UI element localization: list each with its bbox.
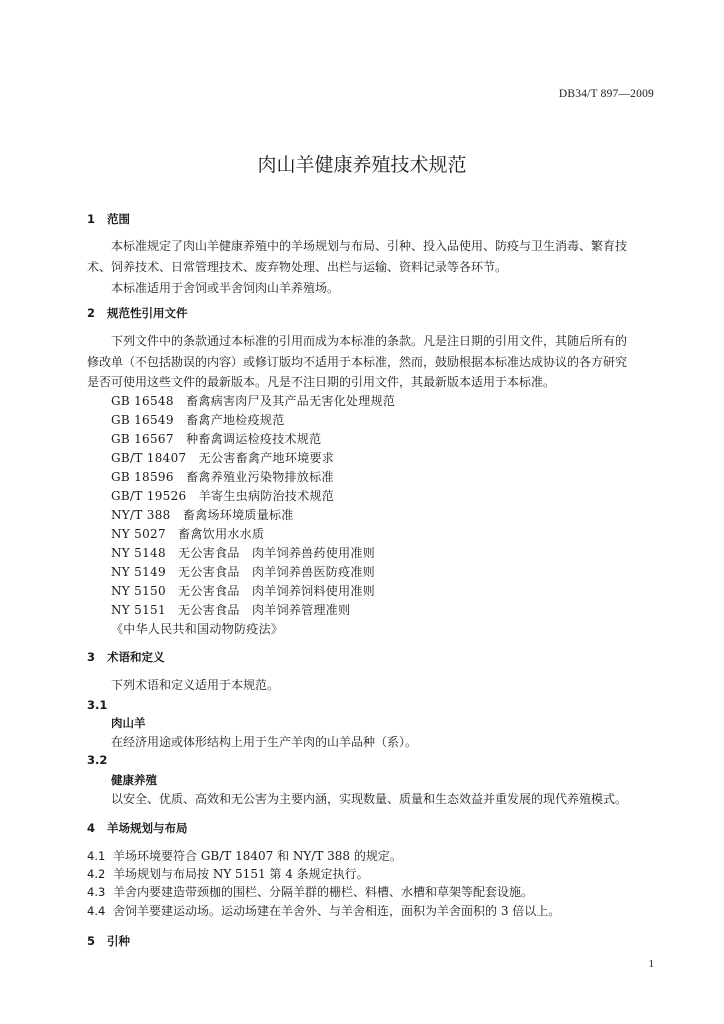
reference-item: GB/T 18407 无公害畜禽产地环境要求 <box>111 451 335 465</box>
section-4-heading <box>87 820 188 836</box>
clause-number: 4.2 <box>87 867 106 881</box>
term-name: 肉山羊 <box>111 716 146 730</box>
clause <box>87 848 402 864</box>
section-1-heading <box>87 211 130 227</box>
reference-item: NY 5149 无公害食品 肉羊饲养兽医防疫准则 <box>111 565 375 579</box>
section-number: 2 <box>87 306 96 320</box>
reference-item: GB 16567 种畜禽调运检疫技术规范 <box>111 432 322 446</box>
clause-number: 4.3 <box>87 885 106 899</box>
term-number: 3.1 <box>87 698 108 712</box>
clause-text: 羊场环境要符合 GB/T 18407 和 NY/T 388 的规定。 <box>113 849 402 863</box>
term-number: 3.2 <box>87 753 108 767</box>
reference-item: NY 5150 无公害食品 肉羊饲养饲料使用准则 <box>111 584 375 598</box>
clause-number: 4.4 <box>87 904 106 918</box>
section-number: 3 <box>87 650 96 664</box>
paragraph-line: 本标准适用于舍饲或半舍饲肉山羊养殖场。 <box>111 281 340 295</box>
document-title: 肉山羊健康养殖技术规范 <box>257 154 467 176</box>
paragraph-line: 下列文件中的条款通过本标准的引用而成为本标准的条款。凡是注日期的引用文件，其随后所有的 <box>111 334 628 348</box>
section-5-heading <box>87 933 130 949</box>
section-title: 规范性引用文件 <box>107 306 188 320</box>
section-title: 引种 <box>107 934 130 948</box>
clause-text: 羊场规划与布局按 NY 5151 第 4 条规定执行。 <box>113 867 369 881</box>
reference-item: GB 16549 畜禽产地检疫规范 <box>111 413 285 427</box>
reference-item: GB 18596 畜禽养殖业污染物排放标准 <box>111 470 334 484</box>
reference-item: 《中华人民共和国动物防疫法》 <box>111 622 284 636</box>
clause <box>87 866 369 882</box>
section-title: 术语和定义 <box>107 650 165 664</box>
clause-text: 羊舍内要建造带颈枷的围栏、分隔羊群的栅栏、料槽、水槽和草架等配套设施。 <box>113 885 534 899</box>
paragraph-line: 下列术语和定义适用于本规范。 <box>111 678 280 692</box>
reference-item: NY 5151 无公害食品 肉羊饲养管理准则 <box>111 603 351 617</box>
reference-item: NY 5148 无公害食品 肉羊饲养兽药使用准则 <box>111 546 375 560</box>
term-name: 健康养殖 <box>111 773 157 787</box>
section-3-heading <box>87 649 165 665</box>
section-number: 5 <box>87 934 96 948</box>
clause-number: 4.1 <box>87 849 106 863</box>
paragraph-line: 术、饲养技术、日常管理技术、废弃物处理、出栏与运输、资料记录等各环节。 <box>87 260 508 274</box>
reference-item: GB/T 19526 羊寄生虫病防治技术规范 <box>111 489 335 503</box>
reference-item: NY/T 388 畜禽场环境质量标准 <box>111 508 294 522</box>
clause <box>87 884 533 900</box>
paragraph-line: 修改单（不包括勘误的内容）或修订版均不适用于本标准，然而，鼓励根据本标准达成协议的各方研究 <box>87 355 628 369</box>
section-number: 1 <box>87 212 96 226</box>
paragraph-line: 是否可使用这些文件的最新版本。凡是不注日期的引用文件，其最新版本适用于本标准。 <box>87 375 556 389</box>
reference-item: GB 16548 畜禽病害肉尸及其产品无害化处理规范 <box>111 394 396 408</box>
section-title: 范围 <box>107 212 130 226</box>
section-title: 羊场规划与布局 <box>107 821 188 835</box>
clause-text: 舍饲羊要建运动场。运动场建在羊舍外、与羊舍相连，面积为羊舍面积的 3 倍以上。 <box>113 904 561 918</box>
term-definition: 以安全、优质、高效和无公害为主要内涵，实现数量、质量和生态效益并重发展的现代养殖模式。 <box>111 792 628 806</box>
paragraph-line: 本标准规定了肉山羊健康养殖中的羊场规划与布局、引种、投入品使用、防疫与卫生消毒、繁育技 <box>111 239 628 253</box>
page-number: 1 <box>648 958 654 970</box>
section-2-heading <box>87 305 188 321</box>
reference-item: NY 5027 畜禽饮用水水质 <box>111 527 265 541</box>
term-definition: 在经济用途或体形结构上用于生产羊肉的山羊品种（系）。 <box>111 735 418 749</box>
section-number: 4 <box>87 821 96 835</box>
standard-code: DB34/T 897—2009 <box>558 88 654 100</box>
clause <box>87 903 560 919</box>
